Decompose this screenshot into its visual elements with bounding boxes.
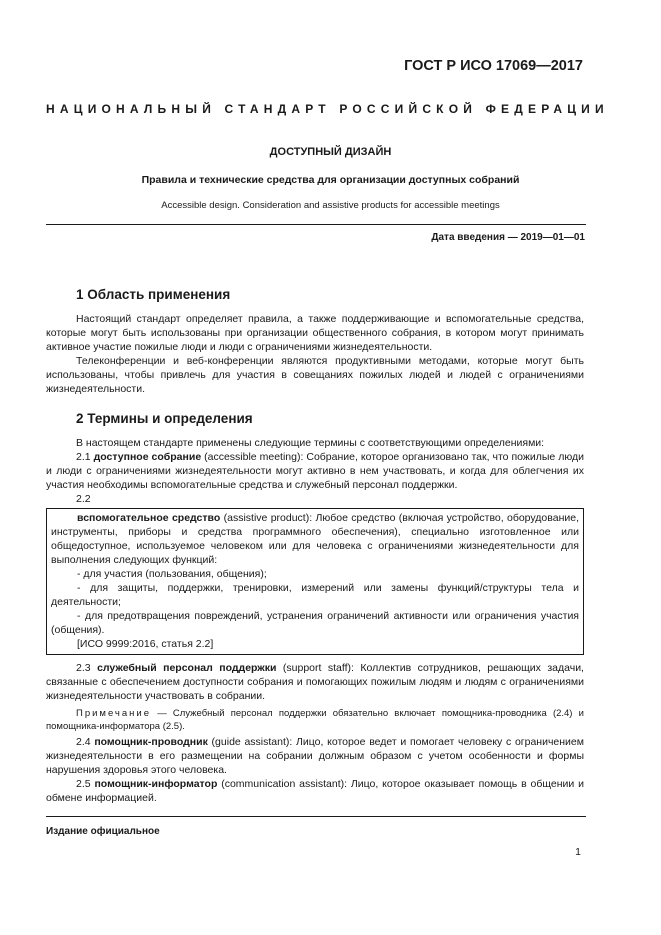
section-2-heading: 2 Термины и определения <box>76 411 253 426</box>
introduction-date: Дата введения — 2019—01—01 <box>431 232 585 243</box>
term-name: помощник-информатор <box>94 778 218 790</box>
term-name: доступное собрание <box>93 451 202 463</box>
note-text: — Служебный персонал поддержки обязательно включает помощника-проводника (2.4) и помощника-информатора (2.5). <box>46 708 584 732</box>
note <box>46 707 584 733</box>
term-name: помощник-проводник <box>94 736 208 748</box>
term-definition: : Лицо, которое оказывает помощь в общении и обмене информацией. <box>46 778 584 804</box>
note-label: Примечание <box>76 708 151 719</box>
term-2-5 <box>46 777 584 805</box>
term-number: 2.5 <box>76 778 91 790</box>
list-item: - для защиты, поддержки, тренировки, измерений или замены функций/структуры тела и деятельности; <box>51 582 579 608</box>
document-subtitle: Правила и технические средства для организации доступных собраний <box>141 174 520 186</box>
term-2-2-box <box>46 508 584 655</box>
document-title: ДОСТУПНЫЙ ДИЗАЙН <box>269 146 392 158</box>
term-number: 2.4 <box>76 736 91 748</box>
term-definition: : Лицо, которое ведет и помогает человеку с ограничением жизнедеятельности в его размещении на собрании должным образом с учетом особенности и формы нарушения здоровья этого человека. <box>46 736 584 776</box>
term-english: (communication assistant) <box>217 778 345 790</box>
term-2-3 <box>46 661 584 703</box>
footer-divider <box>46 816 586 817</box>
term-definition: : Собрание, которое организовано так, что пожилые люди и люди с ограничениями жизнедеятельности могут активно в нем участвовать, и когда для облегчения их участия необходимы вспомогательные средства и служебный персонал поддержки. <box>46 451 584 491</box>
term-english: (accessible meeting) <box>201 451 301 463</box>
term-2-1 <box>46 450 584 492</box>
term-number: 2.1 <box>76 451 91 463</box>
section-1-heading: 1 Область применения <box>76 287 231 302</box>
header-divider <box>46 224 586 225</box>
term-definition: : Коллектив сотрудников, решающих задачи, связанные с обеспечением доступности собрания и помогающих пожилым людям и людям с ограничениями жизнедеятельности участвовать в собрании. <box>46 662 584 702</box>
list-item: - для предотвращения повреждений, устранения ограничений активности или ограничения участия (общения). <box>51 610 579 636</box>
section-1-paragraph-1: Настоящий стандарт определяет правила, а также поддерживающие и вспомогательные средства, которые могут быть использованы при организации общественного собрания, в котором могут принимать активное участие пожилые люди и люди с ограничениями жизнедеятельности. <box>46 313 584 353</box>
standard-number: ГОСТ Р ИСО 17069—2017 <box>404 58 583 74</box>
document-title-english: Accessible design. Consideration and assistive products for accessible meetings <box>161 200 500 211</box>
official-edition-label: Издание официальное <box>46 826 160 837</box>
page-number: 1 <box>575 846 581 858</box>
list-item: - для участия (пользования, общения); <box>77 568 267 580</box>
term-english: (guide assistant) <box>207 736 290 748</box>
term-2-2 <box>51 511 579 567</box>
term-english: (assistive product) <box>220 512 310 524</box>
section-1-paragraph-2: Телеконференции и веб-конференции являются продуктивными методами, которые могут быть использованы, чтобы привлечь для участия в совещаниях пожилых людей и людей с ограничениями жизнедеятельности. <box>46 355 584 395</box>
term-english: (support staff) <box>276 662 352 674</box>
term-definition: : Любое средство (включая устройство, оборудование, инструменты, приборы и средства программного обеспечения), специально изготовленное или общедоступное, используемое человеком или для человека с ограничениями жизнедеятельности для выполнения следующих функций: <box>51 512 579 566</box>
section-2-intro: В настоящем стандарте применены следующие термины с соответствующими определениями: <box>76 437 545 449</box>
term-2-2-number: 2.2 <box>76 493 91 505</box>
term-2-4 <box>46 735 584 777</box>
term-name: вспомогательное средство <box>77 512 221 524</box>
term-source: [ИСО 9999:2016, статья 2.2] <box>77 638 214 650</box>
term-name: служебный персонал поддержки <box>97 662 277 674</box>
document-body <box>46 286 584 805</box>
section-2 <box>46 410 584 805</box>
term-number: 2.3 <box>76 662 91 674</box>
national-standard-heading: НАЦИОНАЛЬНЫЙ СТАНДАРТ РОССИЙСКОЙ ФЕДЕРАЦИИ <box>46 102 609 116</box>
